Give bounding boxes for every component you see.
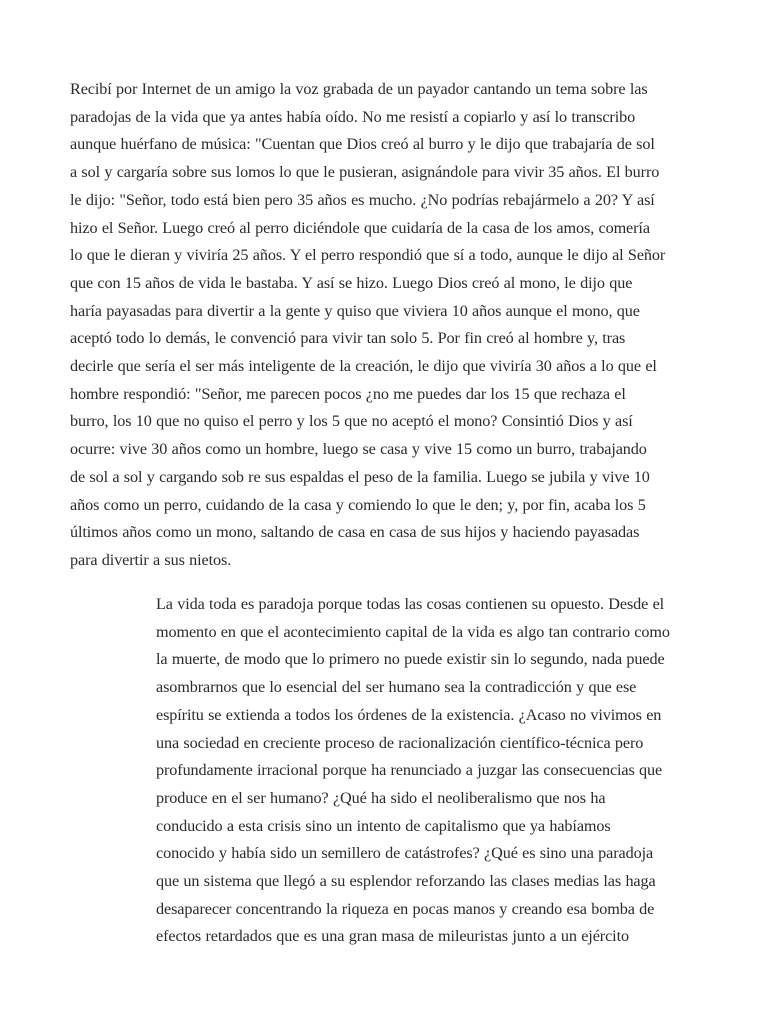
text-line: desaparecer concentrando la riqueza en pocas manos y creando esa bomba de: [156, 899, 655, 918]
text-line: a sol y cargaría sobre sus lomos lo que le pusieran, asignándole para vivir 35 años. El burro: [70, 163, 660, 182]
text-line: para divertir a sus nietos.: [70, 550, 232, 569]
text-line: paradojas de la vida que ya antes había oído. No me resistí a copiarlo y así lo transcribo: [70, 107, 636, 126]
text-line: lo que le dieran y viviría 25 años. Y el perro respondió que sí a todo, aunque le dijo al Señor: [70, 246, 666, 265]
text-line: conducido a esta crisis sino un intento de capitalismo que ya habíamos: [156, 816, 611, 835]
text-line: conocido y había sido un semillero de catástrofes? ¿Qué es sino una paradoja: [156, 844, 654, 863]
text-line: le dijo: "Señor, todo está bien pero 35 años es mucho. ¿No podrías rebajármelo a 20? Y así: [70, 190, 655, 209]
text-line: últimos años como un mono, saltando de casa en casa de sus hijos y haciendo payasadas: [70, 523, 640, 542]
paragraph-paradox-essay: [156, 591, 716, 951]
paragraph-payador-story: [70, 76, 710, 575]
text-line: que un sistema que llegó a su esplendor reforzando las clases medias las haga: [156, 872, 656, 891]
text-line: burro, los 10 que no quiso el perro y los 5 que no aceptó el mono? Consintió Dios y así: [70, 412, 633, 431]
text-line: años como un perro, cuidando de la casa y comiendo lo que le den; y, por fin, acaba los 5: [70, 495, 646, 514]
text-line: asombrarnos que lo esencial del ser humano sea la contradicción y que ese: [156, 678, 637, 697]
text-line: efectos retardados que es una gran masa de mileuristas junto a un ejército: [156, 927, 629, 946]
text-line: profundamente irracional porque ha renunciado a juzgar las consecuencias que: [156, 761, 663, 780]
text-line: hombre respondió: "Señor, me parecen pocos ¿no me puedes dar los 15 que rechaza el: [70, 384, 626, 403]
text-line: momento en que el acontecimiento capital de la vida es algo tan contrario como: [156, 622, 670, 641]
text-line: de sol a sol y cargando sob re sus espaldas el peso de la familia. Luego se jubila y vive 10: [70, 467, 650, 486]
text-line: aceptó todo lo demás, le convenció para vivir tan solo 5. Por fin creó al hombre y, tras: [70, 329, 626, 348]
text-line: una sociedad en creciente proceso de racionalización científico-técnica pero: [156, 733, 644, 752]
text-line: Recibí por Internet de un amigo la voz grabada de un payador cantando un tema sobre las: [70, 80, 648, 98]
text-line: produce en el ser humano? ¿Qué ha sido el neoliberalismo que nos ha: [156, 788, 606, 807]
text-line: espíritu se extienda a todos los órdenes de la existencia. ¿Acaso no vivimos en: [156, 705, 662, 724]
text-line: haría payasadas para divertir a la gente y quiso que viviera 10 años aunque el mono, que: [70, 301, 640, 320]
text-line: la muerte, de modo que lo primero no puede existir sin lo segundo, nada puede: [156, 650, 665, 669]
text-line: La vida toda es paradoja porque todas las cosas contienen su opuesto. Desde el: [156, 595, 665, 613]
text-line: ocurre: vive 30 años como un hombre, luego se casa y vive 15 como un burro, trabajando: [70, 440, 647, 459]
text-line: hizo el Señor. Luego creó al perro diciéndole que cuidaría de la casa de los amos, comería: [70, 218, 650, 237]
text-line: decirle que sería el ser más inteligente de la creación, le dijo que viviría 30 años a lo que el: [70, 357, 657, 376]
text-line: que con 15 años de vida le bastaba. Y así se hizo. Luego Dios creó al mono, le dijo que: [70, 273, 633, 292]
text-line: aunque huérfano de música: "Cuentan que Dios creó al burro y le dijo que trabajaría de sol: [70, 135, 655, 154]
